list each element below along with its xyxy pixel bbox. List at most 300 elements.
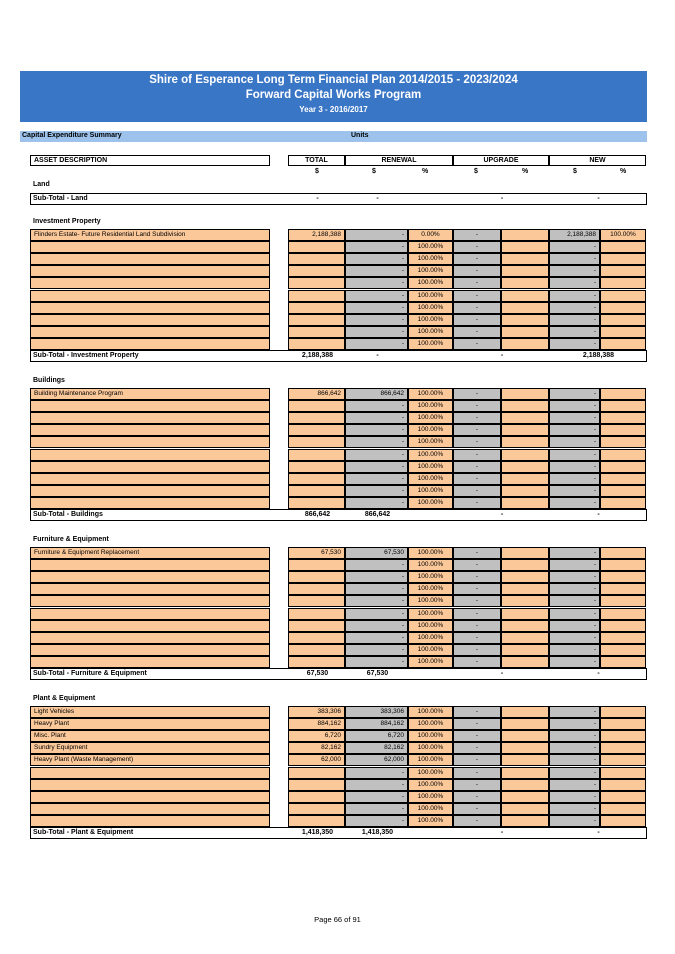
upgrade-amount-cell: -: [453, 497, 501, 509]
subtotal-label: Sub-Total - Investment Property: [33, 352, 139, 359]
renewal-amount-cell: -: [345, 314, 408, 326]
new-percent-cell[interactable]: [600, 767, 646, 779]
renewal-percent-cell[interactable]: 100.00%: [408, 388, 453, 400]
asset-description-cell[interactable]: [30, 424, 270, 436]
total-dollar-header: $: [315, 168, 319, 175]
asset-description-cell[interactable]: [30, 803, 270, 815]
renewal-percent-cell[interactable]: 100.00%: [408, 583, 453, 595]
asset-description-cell[interactable]: [30, 400, 270, 412]
total-cell[interactable]: [288, 473, 345, 485]
asset-description-cell[interactable]: [30, 791, 270, 803]
new-percent-cell[interactable]: [600, 388, 646, 400]
section-title: Plant & Equipment: [33, 695, 96, 702]
renewal-amount-cell: 62,000: [345, 754, 408, 766]
upgrade-percent-cell[interactable]: [501, 803, 549, 815]
subtotal-new: -: [597, 670, 600, 677]
new-percent-cell[interactable]: [600, 656, 646, 668]
asset-description-cell[interactable]: [30, 571, 270, 583]
upgrade-amount-cell: -: [453, 241, 501, 253]
renewal-percent-cell[interactable]: 100.00%: [408, 595, 453, 607]
total-cell[interactable]: [288, 608, 345, 620]
renewal-percent-cell[interactable]: 100.00%: [408, 338, 453, 350]
total-cell[interactable]: 884,162: [288, 718, 345, 730]
report-subtitle: Forward Capital Works Program: [245, 89, 422, 101]
renewal-amount-cell: -: [345, 229, 408, 241]
new-percent-cell[interactable]: [600, 436, 646, 448]
upgrade-amount-cell: -: [453, 779, 501, 791]
total-cell[interactable]: [288, 571, 345, 583]
renewal-percent-cell[interactable]: 100.00%: [408, 815, 453, 827]
new-percent-cell[interactable]: [600, 754, 646, 766]
section-title: Buildings: [33, 377, 65, 384]
asset-description-cell[interactable]: Flinders Estate- Future Residential Land Subdivision: [30, 229, 270, 241]
new-percent-cell[interactable]: [600, 803, 646, 815]
new-percent-cell[interactable]: [600, 644, 646, 656]
asset-description-cell[interactable]: Light Vehicles: [30, 706, 270, 718]
new-amount-cell: -: [549, 338, 600, 350]
upgrade-amount-cell: -: [453, 742, 501, 754]
asset-description-cell[interactable]: [30, 314, 270, 326]
new-percent-cell[interactable]: [600, 241, 646, 253]
total-cell[interactable]: [288, 632, 345, 644]
upgrade-percent-cell[interactable]: [501, 706, 549, 718]
renewal-percent-cell[interactable]: 100.00%: [408, 571, 453, 583]
upgrade-percent-cell[interactable]: [501, 326, 549, 338]
renewal-amount-cell: -: [345, 400, 408, 412]
renewal-percent-cell[interactable]: 100.00%: [408, 473, 453, 485]
new-percent-cell[interactable]: [600, 742, 646, 754]
new-amount-cell: -: [549, 730, 600, 742]
renewal-percent-cell[interactable]: 100.00%: [408, 718, 453, 730]
asset-description-cell[interactable]: [30, 436, 270, 448]
new-percent-cell[interactable]: [600, 730, 646, 742]
upgrade-percent-cell[interactable]: [501, 644, 549, 656]
renewal-header: RENEWAL: [345, 155, 453, 166]
upgrade-percent-cell[interactable]: [501, 436, 549, 448]
asset-description-cell[interactable]: [30, 815, 270, 827]
renewal-percent-cell[interactable]: 100.00%: [408, 644, 453, 656]
new-percent-cell[interactable]: [600, 791, 646, 803]
new-percent-cell[interactable]: [600, 338, 646, 350]
renewal-percent-cell[interactable]: 100.00%: [408, 412, 453, 424]
renewal-dollar-header: $: [372, 168, 376, 175]
asset-description-cell[interactable]: Furniture & Equipment Replacement: [30, 547, 270, 559]
asset-description-cell[interactable]: Sundry Equipment: [30, 742, 270, 754]
new-percent-cell[interactable]: [600, 718, 646, 730]
total-cell[interactable]: 6,720: [288, 730, 345, 742]
renewal-percent-cell[interactable]: 100.00%: [408, 730, 453, 742]
asset-description-cell[interactable]: [30, 253, 270, 265]
renewal-amount-cell: -: [345, 791, 408, 803]
total-cell[interactable]: [288, 644, 345, 656]
report-banner: [20, 71, 647, 122]
total-cell[interactable]: [288, 424, 345, 436]
asset-description-cell[interactable]: Heavy Plant: [30, 718, 270, 730]
renewal-percent-cell[interactable]: 0.00%: [408, 229, 453, 241]
units-label: Units: [351, 132, 369, 139]
new-percent-cell[interactable]: [600, 473, 646, 485]
new-amount-cell: -: [549, 754, 600, 766]
renewal-percent-cell[interactable]: 100.00%: [408, 424, 453, 436]
total-cell[interactable]: [288, 595, 345, 607]
new-percent-cell[interactable]: [600, 253, 646, 265]
asset-description-cell[interactable]: [30, 338, 270, 350]
asset-description-cell[interactable]: [30, 656, 270, 668]
renewal-amount-cell: -: [345, 583, 408, 595]
upgrade-percent-cell[interactable]: [501, 767, 549, 779]
section-title: Furniture & Equipment: [33, 536, 109, 543]
asset-description-cell[interactable]: [30, 620, 270, 632]
new-percent-cell[interactable]: [600, 400, 646, 412]
total-cell[interactable]: [288, 277, 345, 289]
renewal-percent-cell[interactable]: 100.00%: [408, 265, 453, 277]
new-percent-cell[interactable]: [600, 265, 646, 277]
subtotal-new: -: [597, 511, 600, 518]
asset-description-cell[interactable]: [30, 767, 270, 779]
total-cell[interactable]: [288, 656, 345, 668]
total-header: TOTAL: [288, 155, 345, 166]
new-amount-cell: -: [549, 559, 600, 571]
new-percent-cell[interactable]: [600, 314, 646, 326]
asset-description-cell[interactable]: [30, 277, 270, 289]
new-percent-cell[interactable]: [600, 326, 646, 338]
subtotal-renewal: -: [376, 195, 379, 202]
new-percent-cell[interactable]: [600, 485, 646, 497]
renewal-percent-cell[interactable]: 100.00%: [408, 302, 453, 314]
total-cell[interactable]: [288, 583, 345, 595]
total-cell[interactable]: [288, 314, 345, 326]
renewal-percent-cell[interactable]: 100.00%: [408, 754, 453, 766]
renewal-amount-cell: -: [345, 815, 408, 827]
new-amount-cell: -: [549, 571, 600, 583]
total-cell[interactable]: [288, 497, 345, 509]
new-percent-cell[interactable]: [600, 497, 646, 509]
upgrade-percent-cell[interactable]: [501, 730, 549, 742]
upgrade-percent-cell[interactable]: [501, 497, 549, 509]
renewal-percent-cell[interactable]: 100.00%: [408, 779, 453, 791]
subtotal-upgrade: -: [500, 352, 504, 359]
total-cell[interactable]: 866,642: [288, 388, 345, 400]
renewal-percent-cell[interactable]: 100.00%: [408, 742, 453, 754]
upgrade-percent-cell[interactable]: [501, 742, 549, 754]
upgrade-percent-cell[interactable]: [501, 779, 549, 791]
asset-description-header: ASSET DESCRIPTION: [30, 155, 270, 166]
new-percent-cell[interactable]: 100.00%: [600, 229, 646, 241]
upgrade-percent-cell[interactable]: [501, 314, 549, 326]
new-percent-cell[interactable]: [600, 608, 646, 620]
upgrade-percent-cell[interactable]: [501, 302, 549, 314]
asset-description-cell[interactable]: Building Maintenance Program: [30, 388, 270, 400]
new-percent-cell[interactable]: [600, 277, 646, 289]
upgrade-percent-cell[interactable]: [501, 461, 549, 473]
new-amount-cell: -: [549, 779, 600, 791]
renewal-amount-cell: 884,162: [345, 718, 408, 730]
upgrade-percent-cell[interactable]: [501, 656, 549, 668]
new-percent-cell[interactable]: [600, 779, 646, 791]
upgrade-amount-cell: -: [453, 656, 501, 668]
page-number: Page 66 of 91: [314, 915, 361, 924]
total-cell[interactable]: 62,000: [288, 754, 345, 766]
upgrade-percent-header: %: [522, 168, 529, 175]
new-amount-cell: -: [549, 449, 600, 461]
asset-description-cell[interactable]: [30, 559, 270, 571]
asset-description-cell[interactable]: [30, 632, 270, 644]
upgrade-dollar-header: $: [474, 168, 478, 175]
renewal-percent-header: %: [422, 168, 429, 175]
renewal-percent-cell[interactable]: 100.00%: [408, 314, 453, 326]
report-year: Year 3 - 2016/2017: [299, 105, 368, 114]
subtotal-total: -: [316, 195, 319, 202]
upgrade-amount-cell: -: [453, 338, 501, 350]
new-amount-cell: -: [549, 436, 600, 448]
renewal-percent-cell[interactable]: 100.00%: [408, 277, 453, 289]
renewal-amount-cell: -: [345, 412, 408, 424]
renewal-amount-cell: -: [345, 571, 408, 583]
total-cell[interactable]: 82,162: [288, 742, 345, 754]
upgrade-percent-cell[interactable]: [501, 718, 549, 730]
total-cell[interactable]: [288, 400, 345, 412]
upgrade-percent-cell[interactable]: [501, 571, 549, 583]
total-cell[interactable]: 383,306: [288, 706, 345, 718]
total-cell[interactable]: [288, 412, 345, 424]
asset-description-cell[interactable]: [30, 644, 270, 656]
upgrade-amount-cell: -: [453, 583, 501, 595]
renewal-amount-cell: -: [345, 253, 408, 265]
new-percent-cell[interactable]: [600, 412, 646, 424]
upgrade-amount-cell: -: [453, 277, 501, 289]
renewal-percent-cell[interactable]: 100.00%: [408, 656, 453, 668]
upgrade-percent-cell[interactable]: [501, 229, 549, 241]
upgrade-amount-cell: -: [453, 754, 501, 766]
renewal-percent-cell[interactable]: 100.00%: [408, 436, 453, 448]
asset-description-cell[interactable]: [30, 241, 270, 253]
asset-description-cell[interactable]: [30, 302, 270, 314]
upgrade-percent-cell[interactable]: [501, 595, 549, 607]
total-cell[interactable]: 2,188,388: [288, 229, 345, 241]
new-amount-cell: -: [549, 290, 600, 302]
new-amount-cell: -: [549, 497, 600, 509]
upgrade-percent-cell[interactable]: [501, 412, 549, 424]
total-cell[interactable]: [288, 338, 345, 350]
renewal-percent-cell[interactable]: 100.00%: [408, 290, 453, 302]
upgrade-percent-cell[interactable]: [501, 632, 549, 644]
asset-description-cell[interactable]: [30, 473, 270, 485]
renewal-percent-cell[interactable]: 100.00%: [408, 632, 453, 644]
total-cell[interactable]: [288, 253, 345, 265]
renewal-amount-cell: -: [345, 473, 408, 485]
renewal-amount-cell: -: [345, 241, 408, 253]
new-percent-cell[interactable]: [600, 461, 646, 473]
renewal-percent-cell[interactable]: 100.00%: [408, 253, 453, 265]
upgrade-amount-cell: -: [453, 326, 501, 338]
new-percent-cell[interactable]: [600, 547, 646, 559]
upgrade-percent-cell[interactable]: [501, 754, 549, 766]
renewal-percent-cell[interactable]: 100.00%: [408, 767, 453, 779]
total-cell[interactable]: [288, 326, 345, 338]
renewal-amount-cell: -: [345, 620, 408, 632]
asset-description-cell[interactable]: [30, 497, 270, 509]
total-cell[interactable]: [288, 815, 345, 827]
renewal-percent-cell[interactable]: 100.00%: [408, 497, 453, 509]
section-title: Investment Property: [33, 218, 101, 225]
upgrade-percent-cell[interactable]: [501, 583, 549, 595]
renewal-percent-cell[interactable]: 100.00%: [408, 461, 453, 473]
new-amount-cell: -: [549, 473, 600, 485]
asset-description-cell[interactable]: Misc. Plant: [30, 730, 270, 742]
upgrade-percent-cell[interactable]: [501, 485, 549, 497]
total-cell[interactable]: [288, 265, 345, 277]
asset-description-cell[interactable]: [30, 595, 270, 607]
subtotal-renewal: 67,530: [366, 670, 389, 677]
asset-description-cell[interactable]: [30, 461, 270, 473]
total-cell[interactable]: 67,530: [288, 547, 345, 559]
total-cell[interactable]: [288, 302, 345, 314]
renewal-amount-cell: -: [345, 767, 408, 779]
new-amount-cell: -: [549, 718, 600, 730]
report-title: Shire of Esperance Long Term Financial Plan 2014/2015 - 2023/2024: [149, 74, 518, 86]
subtotal-row: [30, 668, 647, 680]
upgrade-percent-cell[interactable]: [501, 277, 549, 289]
upgrade-percent-cell[interactable]: [501, 241, 549, 253]
upgrade-amount-cell: -: [453, 424, 501, 436]
upgrade-percent-cell[interactable]: [501, 265, 549, 277]
new-percent-cell[interactable]: [600, 424, 646, 436]
upgrade-amount-cell: -: [453, 412, 501, 424]
renewal-percent-cell[interactable]: 100.00%: [408, 547, 453, 559]
subtotal-row: [30, 827, 647, 839]
upgrade-percent-cell[interactable]: [501, 253, 549, 265]
upgrade-percent-cell[interactable]: [501, 620, 549, 632]
new-amount-cell: -: [549, 791, 600, 803]
asset-description-cell[interactable]: [30, 779, 270, 791]
total-cell[interactable]: [288, 791, 345, 803]
new-header: NEW: [549, 155, 646, 166]
new-amount-cell: -: [549, 583, 600, 595]
asset-description-cell[interactable]: [30, 326, 270, 338]
subtotal-total: 67,530: [306, 670, 329, 677]
upgrade-percent-cell[interactable]: [501, 388, 549, 400]
renewal-percent-cell[interactable]: 100.00%: [408, 449, 453, 461]
total-cell[interactable]: [288, 241, 345, 253]
upgrade-percent-cell[interactable]: [501, 559, 549, 571]
new-percent-cell[interactable]: [600, 449, 646, 461]
upgrade-percent-cell[interactable]: [501, 400, 549, 412]
subtotal-upgrade: -: [500, 829, 504, 836]
asset-description-cell[interactable]: [30, 583, 270, 595]
subtotal-label: Sub-Total - Buildings: [33, 511, 103, 518]
upgrade-amount-cell: -: [453, 803, 501, 815]
renewal-percent-cell[interactable]: 100.00%: [408, 706, 453, 718]
renewal-percent-cell[interactable]: 100.00%: [408, 608, 453, 620]
total-cell[interactable]: [288, 290, 345, 302]
renewal-percent-cell[interactable]: 100.00%: [408, 791, 453, 803]
asset-description-cell[interactable]: [30, 608, 270, 620]
upgrade-amount-cell: -: [453, 253, 501, 265]
new-amount-cell: -: [549, 608, 600, 620]
new-dollar-header: $: [573, 168, 577, 175]
subtotal-upgrade: -: [500, 511, 504, 518]
total-cell[interactable]: [288, 436, 345, 448]
new-amount-cell: -: [549, 412, 600, 424]
asset-description-cell[interactable]: Heavy Plant (Waste Management): [30, 754, 270, 766]
renewal-amount-cell: 67,530: [345, 547, 408, 559]
new-percent-cell[interactable]: [600, 620, 646, 632]
new-percent-cell[interactable]: [600, 706, 646, 718]
subtotal-renewal: -: [376, 352, 379, 359]
upgrade-amount-cell: -: [453, 314, 501, 326]
upgrade-percent-cell[interactable]: [501, 791, 549, 803]
renewal-percent-cell[interactable]: 100.00%: [408, 803, 453, 815]
asset-description-cell[interactable]: [30, 449, 270, 461]
upgrade-amount-cell: -: [453, 815, 501, 827]
new-amount-cell: -: [549, 424, 600, 436]
new-amount-cell: -: [549, 400, 600, 412]
upgrade-percent-cell[interactable]: [501, 449, 549, 461]
total-cell[interactable]: [288, 767, 345, 779]
new-percent-cell[interactable]: [600, 583, 646, 595]
total-cell[interactable]: [288, 461, 345, 473]
renewal-amount-cell: -: [345, 779, 408, 791]
asset-description-cell[interactable]: [30, 290, 270, 302]
renewal-percent-cell[interactable]: 100.00%: [408, 400, 453, 412]
asset-description-cell[interactable]: [30, 265, 270, 277]
asset-description-cell[interactable]: [30, 412, 270, 424]
upgrade-percent-cell[interactable]: [501, 290, 549, 302]
section-title: Land: [33, 181, 50, 188]
new-amount-cell: -: [549, 485, 600, 497]
total-cell[interactable]: [288, 485, 345, 497]
summary-bar: [20, 131, 647, 142]
total-cell[interactable]: [288, 803, 345, 815]
renewal-percent-cell[interactable]: 100.00%: [408, 559, 453, 571]
total-cell[interactable]: [288, 559, 345, 571]
renewal-amount-cell: -: [345, 497, 408, 509]
total-cell[interactable]: [288, 779, 345, 791]
new-percent-cell[interactable]: [600, 559, 646, 571]
subtotal-upgrade: -: [500, 670, 504, 677]
renewal-amount-cell: -: [345, 595, 408, 607]
asset-description-cell[interactable]: [30, 485, 270, 497]
subtotal-new: 2,188,388: [582, 352, 615, 359]
new-percent-cell[interactable]: [600, 815, 646, 827]
upgrade-percent-cell[interactable]: [501, 473, 549, 485]
upgrade-percent-cell[interactable]: [501, 547, 549, 559]
new-percent-cell[interactable]: [600, 302, 646, 314]
new-percent-cell[interactable]: [600, 632, 646, 644]
total-cell[interactable]: [288, 620, 345, 632]
upgrade-percent-cell[interactable]: [501, 815, 549, 827]
total-cell[interactable]: [288, 449, 345, 461]
new-percent-cell[interactable]: [600, 290, 646, 302]
subtotal-upgrade: -: [500, 195, 504, 202]
upgrade-percent-cell[interactable]: [501, 424, 549, 436]
subtotal-renewal: 866,642: [364, 511, 391, 518]
new-amount-cell: -: [549, 767, 600, 779]
renewal-percent-cell[interactable]: 100.00%: [408, 485, 453, 497]
renewal-percent-cell[interactable]: 100.00%: [408, 241, 453, 253]
renewal-percent-cell[interactable]: 100.00%: [408, 326, 453, 338]
new-percent-cell[interactable]: [600, 595, 646, 607]
upgrade-percent-cell[interactable]: [501, 608, 549, 620]
upgrade-amount-cell: -: [453, 595, 501, 607]
new-percent-cell[interactable]: [600, 571, 646, 583]
upgrade-amount-cell: -: [453, 547, 501, 559]
upgrade-percent-cell[interactable]: [501, 338, 549, 350]
upgrade-amount-cell: -: [453, 730, 501, 742]
subtotal-total: 2,188,388: [301, 352, 334, 359]
renewal-percent-cell[interactable]: 100.00%: [408, 620, 453, 632]
upgrade-amount-cell: -: [453, 608, 501, 620]
